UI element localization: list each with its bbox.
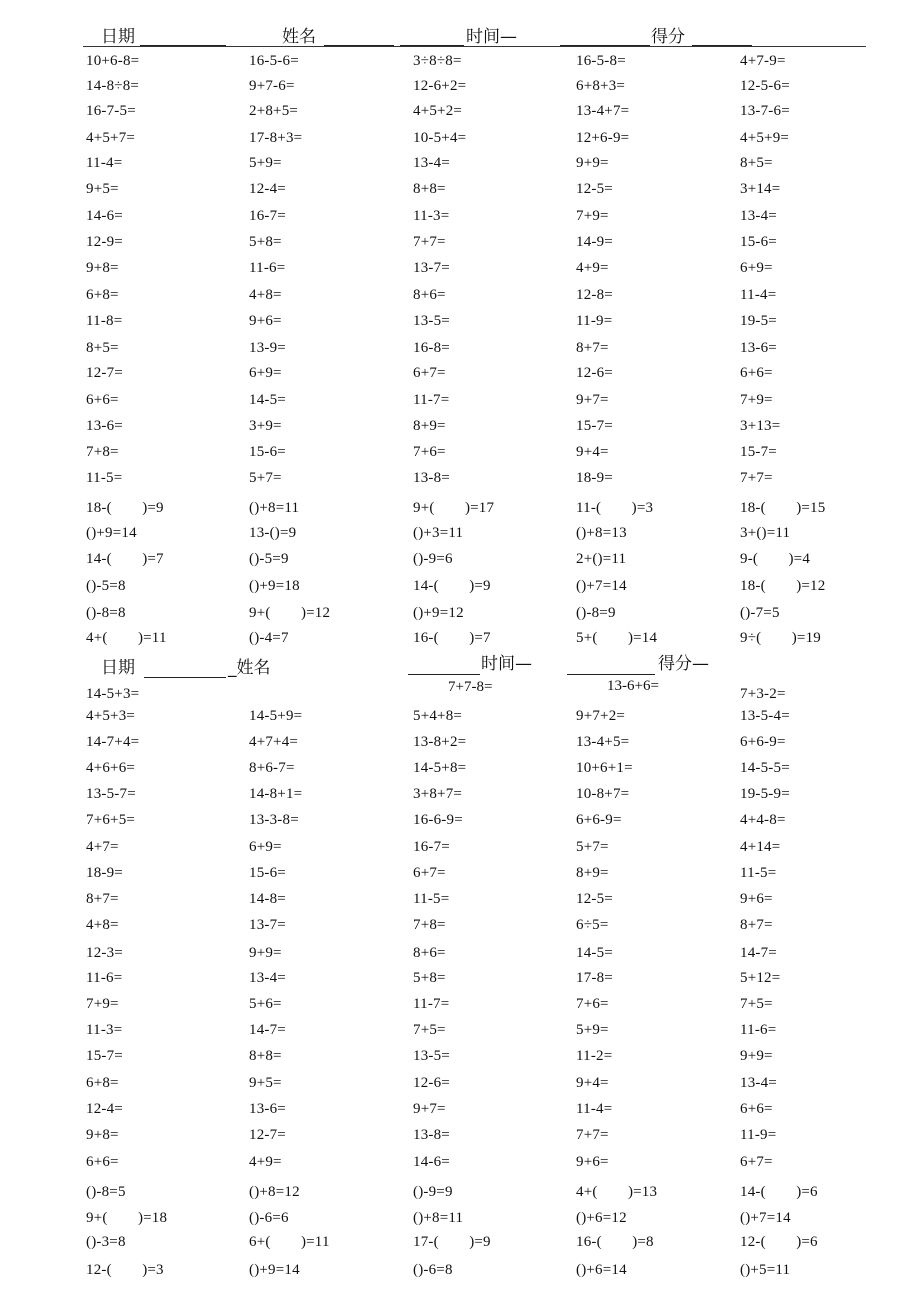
score-label: 得分 — [651, 27, 685, 47]
problem-item: 7+5= — [740, 996, 773, 1012]
problem-item: 12-4= — [249, 181, 286, 197]
problem-item: 9+9= — [249, 945, 282, 961]
problem-item: ()-5=8 — [86, 578, 126, 594]
problem-item: 7+3-2= — [740, 686, 786, 702]
problem-item: 9+4= — [576, 444, 609, 460]
problem-item: 4+8= — [249, 287, 282, 303]
problem-item: 11-7= — [413, 392, 450, 408]
problem-item: ()+9=12 — [413, 605, 464, 621]
problem-item: ()+9=18 — [249, 578, 300, 594]
problem-item: 17-8+3= — [249, 130, 303, 146]
problem-item: 13-6= — [86, 418, 123, 434]
problem-item: ()+3=11 — [413, 525, 464, 541]
time-blank-2[interactable] — [408, 674, 480, 675]
problem-item: 6+9= — [249, 365, 282, 381]
problem-item: 14-5+9= — [249, 708, 303, 724]
problem-item: 4+( )=13 — [576, 1184, 658, 1200]
problem-item: 9+7-6= — [249, 78, 295, 94]
problem-item: 18-9= — [86, 865, 123, 881]
problem-item: 18-9= — [576, 470, 613, 486]
problem-item: 9÷( )=19 — [740, 630, 821, 646]
problem-item: 14-5+8= — [413, 760, 467, 776]
problem-item: 5+12= — [740, 970, 781, 986]
problem-item: 5+9= — [576, 1022, 609, 1038]
header-sub-problem-2: 13-6+6= — [607, 678, 659, 694]
header-rule — [83, 46, 866, 47]
problem-item: 7+7= — [576, 1127, 609, 1143]
problem-item: ()+5=11 — [740, 1262, 791, 1278]
problem-item: 9+7+2= — [576, 708, 626, 724]
problem-item: 15-7= — [86, 1048, 123, 1064]
problem-item: 12-( )=6 — [740, 1234, 818, 1250]
problem-item: 11-5= — [740, 865, 777, 881]
problem-item: 3÷8÷8= — [413, 53, 462, 69]
problem-item: ()+9=14 — [86, 525, 137, 541]
problem-item: 10-8+7= — [576, 786, 630, 802]
problem-item: ()-8=5 — [86, 1184, 126, 1200]
problem-item: 16-7-5= — [86, 103, 136, 119]
problem-item: 14-( )=6 — [740, 1184, 818, 1200]
problem-item: 19-5= — [740, 313, 777, 329]
problem-item: 9+7= — [576, 392, 609, 408]
problem-item: 5+4+8= — [413, 708, 463, 724]
problem-item: 9-( )=4 — [740, 551, 811, 567]
problem-item: 16-5-8= — [576, 53, 626, 69]
time-label-2: 时间— — [481, 654, 532, 674]
problem-item: 11-2= — [576, 1048, 613, 1064]
problem-item: ()-8=9 — [576, 605, 616, 621]
problem-item: 8+6= — [413, 287, 446, 303]
problem-item: 4+5+9= — [740, 130, 790, 146]
problem-item: ()-4=7 — [249, 630, 289, 646]
problem-item: 14-( )=7 — [86, 551, 164, 567]
problem-item: 4+9= — [576, 260, 609, 276]
header-sub-problem-1: 7+7-8= — [448, 679, 493, 695]
problem-item: 9+7= — [413, 1101, 446, 1117]
problem-item: 11-9= — [740, 1127, 777, 1143]
problem-item: 9+( )=18 — [86, 1210, 168, 1226]
problem-item: 7+6= — [576, 996, 609, 1012]
problem-item: 13-8= — [413, 1127, 450, 1143]
problem-item: 11-8= — [86, 313, 123, 329]
problem-item: 11-3= — [413, 208, 450, 224]
problem-item: 6+6-9= — [740, 734, 786, 750]
problem-item: 12-6= — [413, 1075, 450, 1091]
problem-item: 15-6= — [249, 444, 286, 460]
problem-item: 7+8= — [86, 444, 119, 460]
problem-item: 10+6-8= — [86, 53, 140, 69]
problem-item: 9+4= — [576, 1075, 609, 1091]
problem-item: 8+9= — [576, 865, 609, 881]
problem-item: 14-8÷8= — [86, 78, 140, 94]
problem-item: 12-( )=3 — [86, 1262, 164, 1278]
problem-item: 18-( )=12 — [740, 578, 826, 594]
problem-item: 6+7= — [740, 1154, 773, 1170]
problem-item: 11-4= — [86, 155, 123, 171]
problem-item: 8+5= — [86, 340, 119, 356]
problem-item: 11-( )=3 — [576, 500, 654, 516]
problem-item: 9+6= — [576, 1154, 609, 1170]
problem-item: 11-6= — [86, 970, 123, 986]
problem-item: 8+7= — [86, 891, 119, 907]
problem-item: 12-5= — [576, 891, 613, 907]
problem-item: 2+8+5= — [249, 103, 299, 119]
problem-item: 14-8= — [249, 891, 286, 907]
problem-item: 3+9= — [249, 418, 282, 434]
problem-item: 13-3-8= — [249, 812, 299, 828]
problem-item: 12-4= — [86, 1101, 123, 1117]
problem-item: 9+( )=12 — [249, 605, 331, 621]
problem-item: 11-4= — [576, 1101, 613, 1117]
problem-item: 6+8= — [86, 1075, 119, 1091]
problem-item: ()+8=12 — [249, 1184, 300, 1200]
problem-item: 8+6= — [413, 945, 446, 961]
date-blank-2[interactable] — [144, 677, 226, 678]
problem-item: 9+8= — [86, 260, 119, 276]
problem-item: ()+8=11 — [413, 1210, 464, 1226]
problem-item: 6+6= — [86, 392, 119, 408]
problem-item: 4+( )=11 — [86, 630, 167, 646]
problem-item: 12-7= — [249, 1127, 286, 1143]
problem-item: 13-4+5= — [576, 734, 630, 750]
problem-item: 8+6-7= — [249, 760, 295, 776]
problem-item: 14-8+1= — [249, 786, 303, 802]
problem-item: 4+6+6= — [86, 760, 136, 776]
problem-item: 7+6+5= — [86, 812, 136, 828]
problem-item: 5+8= — [249, 234, 282, 250]
problem-item: ()-7=5 — [740, 605, 780, 621]
problem-item: 8+8= — [413, 181, 446, 197]
problem-item: 7+9= — [740, 392, 773, 408]
score-label-2: 得分— — [658, 654, 709, 674]
problem-item: 7+7= — [740, 470, 773, 486]
problem-item: 6+6-9= — [576, 812, 622, 828]
problem-item: 11-4= — [740, 287, 777, 303]
problem-item: 6÷5= — [576, 917, 609, 933]
problem-item: ()+7=14 — [576, 578, 627, 594]
problem-item: 6+7= — [413, 365, 446, 381]
problem-item: 11-5= — [413, 891, 450, 907]
problem-item: 9+( )=17 — [413, 500, 495, 516]
problem-item: 12-7= — [86, 365, 123, 381]
problem-item: 11-9= — [576, 313, 613, 329]
problem-item: 3+()=11 — [740, 525, 791, 541]
problem-item: 6+9= — [249, 839, 282, 855]
problem-item: ()-6=6 — [249, 1210, 289, 1226]
problem-item: 6+8= — [86, 287, 119, 303]
problem-item: 13-7-6= — [740, 103, 790, 119]
problem-item: ()+6=14 — [576, 1262, 627, 1278]
problem-item: 4+14= — [740, 839, 781, 855]
problem-item: 3+13= — [740, 418, 781, 434]
problem-item: 9+8= — [86, 1127, 119, 1143]
problem-item: 6+6= — [86, 1154, 119, 1170]
problem-item: 7+6= — [413, 444, 446, 460]
problem-item: ()-5=9 — [249, 551, 289, 567]
problem-item: 3+8+7= — [413, 786, 463, 802]
problem-item: 15-7= — [576, 418, 613, 434]
problem-item: 13-5= — [413, 313, 450, 329]
time-label: 时间— — [466, 27, 517, 47]
problem-item: 5+7= — [576, 839, 609, 855]
problem-item: 4+4-8= — [740, 812, 786, 828]
problem-item: 13-8= — [413, 470, 450, 486]
problem-item: 4+7+4= — [249, 734, 299, 750]
problem-item: 12-8= — [576, 287, 613, 303]
problem-item: 12-5-6= — [740, 78, 790, 94]
problem-item: 14-6= — [86, 208, 123, 224]
problem-item: 14-7+4= — [86, 734, 140, 750]
problem-item: 4+5+3= — [86, 708, 136, 724]
problem-item: 2+()=11 — [576, 551, 627, 567]
name-label: 姓名 — [282, 27, 316, 47]
problem-item: 14-9= — [576, 234, 613, 250]
problem-item: 14-6= — [413, 1154, 450, 1170]
problem-item: 13-9= — [249, 340, 286, 356]
problem-item: 13-5= — [413, 1048, 450, 1064]
problem-item: 12-5= — [576, 181, 613, 197]
problem-item: 12-3= — [86, 945, 123, 961]
problem-item: 9+9= — [740, 1048, 773, 1064]
problem-item: 11-3= — [86, 1022, 123, 1038]
problem-item: 13-()=9 — [249, 525, 297, 541]
problem-item: 7+9= — [576, 208, 609, 224]
problem-item: 14-7= — [740, 945, 777, 961]
problem-item: 6+7= — [413, 865, 446, 881]
problem-item: 7+7= — [413, 234, 446, 250]
problem-item: 4+8= — [86, 917, 119, 933]
problem-item: 13-4= — [413, 155, 450, 171]
problem-item: 16-5-6= — [249, 53, 299, 69]
problem-item: 6+6= — [740, 1101, 773, 1117]
problem-item: 16-7= — [249, 208, 286, 224]
problem-item: 11-6= — [249, 260, 286, 276]
problem-item: 8+5= — [740, 155, 773, 171]
problem-item: 4+7-9= — [740, 53, 786, 69]
problem-item: ()+6=12 — [576, 1210, 627, 1226]
problem-item: 6+9= — [740, 260, 773, 276]
problem-item: 16-( )=7 — [413, 630, 491, 646]
problem-item: 13-5-4= — [740, 708, 790, 724]
problem-item: 16-8= — [413, 340, 450, 356]
problem-item: ()+8=13 — [576, 525, 627, 541]
problem-item: 13-4= — [740, 208, 777, 224]
problem-item: 13-4= — [249, 970, 286, 986]
problem-item: 5+7= — [249, 470, 282, 486]
problem-item: 8+7= — [740, 917, 773, 933]
problem-item: 6+( )=11 — [249, 1234, 330, 1250]
problem-item: 7+5= — [413, 1022, 446, 1038]
problem-item: 6+6= — [740, 365, 773, 381]
problem-item: 17-( )=9 — [413, 1234, 491, 1250]
problem-item: 9+6= — [249, 313, 282, 329]
problem-item: 10+6+1= — [576, 760, 633, 776]
problem-item: 3+14= — [740, 181, 781, 197]
problem-item: 13-8+2= — [413, 734, 467, 750]
problem-item: 14-5+3= — [86, 686, 140, 702]
problem-item: 5+9= — [249, 155, 282, 171]
problem-item: 4+7= — [86, 839, 119, 855]
problem-item: 14-( )=9 — [413, 578, 491, 594]
problem-item: 4+9= — [249, 1154, 282, 1170]
problem-item: ()+7=14 — [740, 1210, 791, 1226]
problem-item: ()-8=8 — [86, 605, 126, 621]
problem-item: 5+6= — [249, 996, 282, 1012]
problem-item: ()-6=8 — [413, 1262, 453, 1278]
problem-item: 8+9= — [413, 418, 446, 434]
problem-item: 11-7= — [413, 996, 450, 1012]
problem-item: 14-5-5= — [740, 760, 790, 776]
problem-item: 9+9= — [576, 155, 609, 171]
problem-item: 10-5+4= — [413, 130, 467, 146]
problem-item: 5+8= — [413, 970, 446, 986]
problem-item: ()-3=8 — [86, 1234, 126, 1250]
problem-item: 11-6= — [740, 1022, 777, 1038]
problem-item: 13-5-7= — [86, 786, 136, 802]
problem-item: ()-9=6 — [413, 551, 453, 567]
date-label: 日期 — [101, 27, 135, 47]
problem-item: 13-7= — [413, 260, 450, 276]
problem-item: 13-6= — [740, 340, 777, 356]
problem-item: 6+8+3= — [576, 78, 626, 94]
problem-item: 7+8= — [413, 917, 446, 933]
problem-item: 13-4+7= — [576, 103, 630, 119]
problem-item: 13-7= — [249, 917, 286, 933]
problem-item: 17-8= — [576, 970, 613, 986]
problem-item: ()+9=14 — [249, 1262, 300, 1278]
problem-item: 15-6= — [249, 865, 286, 881]
problem-item: 15-7= — [740, 444, 777, 460]
problem-item: 9+5= — [86, 181, 119, 197]
problem-item: ()-9=9 — [413, 1184, 453, 1200]
problem-item: 14-5= — [249, 392, 286, 408]
score-blank-2[interactable] — [567, 674, 655, 675]
problem-item: 4+5+7= — [86, 130, 136, 146]
problem-item: 12+6-9= — [576, 130, 630, 146]
problem-item: 12-9= — [86, 234, 123, 250]
problem-item: 11-5= — [86, 470, 123, 486]
problem-item: 16-( )=8 — [576, 1234, 654, 1250]
problem-item: 12-6+2= — [413, 78, 467, 94]
problem-item: 15-6= — [740, 234, 777, 250]
problem-item: 14-7= — [249, 1022, 286, 1038]
problem-item: 16-7= — [413, 839, 450, 855]
problem-item: 8+7= — [576, 340, 609, 356]
problem-item: 9+6= — [740, 891, 773, 907]
problem-item: 8+8= — [249, 1048, 282, 1064]
problem-item: 7+9= — [86, 996, 119, 1012]
problem-item: 18-( )=9 — [86, 500, 164, 516]
problem-item: 14-5= — [576, 945, 613, 961]
date-label-2: 日期 — [101, 658, 135, 678]
problem-item: 13-6= — [249, 1101, 286, 1117]
problem-item: 16-6-9= — [413, 812, 463, 828]
problem-item: 12-6= — [576, 365, 613, 381]
problem-item: ()+8=11 — [249, 500, 300, 516]
problem-item: 18-( )=15 — [740, 500, 826, 516]
problem-item: 5+( )=14 — [576, 630, 658, 646]
problem-item: 4+5+2= — [413, 103, 463, 119]
name-label-2: _姓名 — [228, 658, 271, 678]
problem-item: 19-5-9= — [740, 786, 790, 802]
problem-item: 9+5= — [249, 1075, 282, 1091]
problem-item: 13-4= — [740, 1075, 777, 1091]
